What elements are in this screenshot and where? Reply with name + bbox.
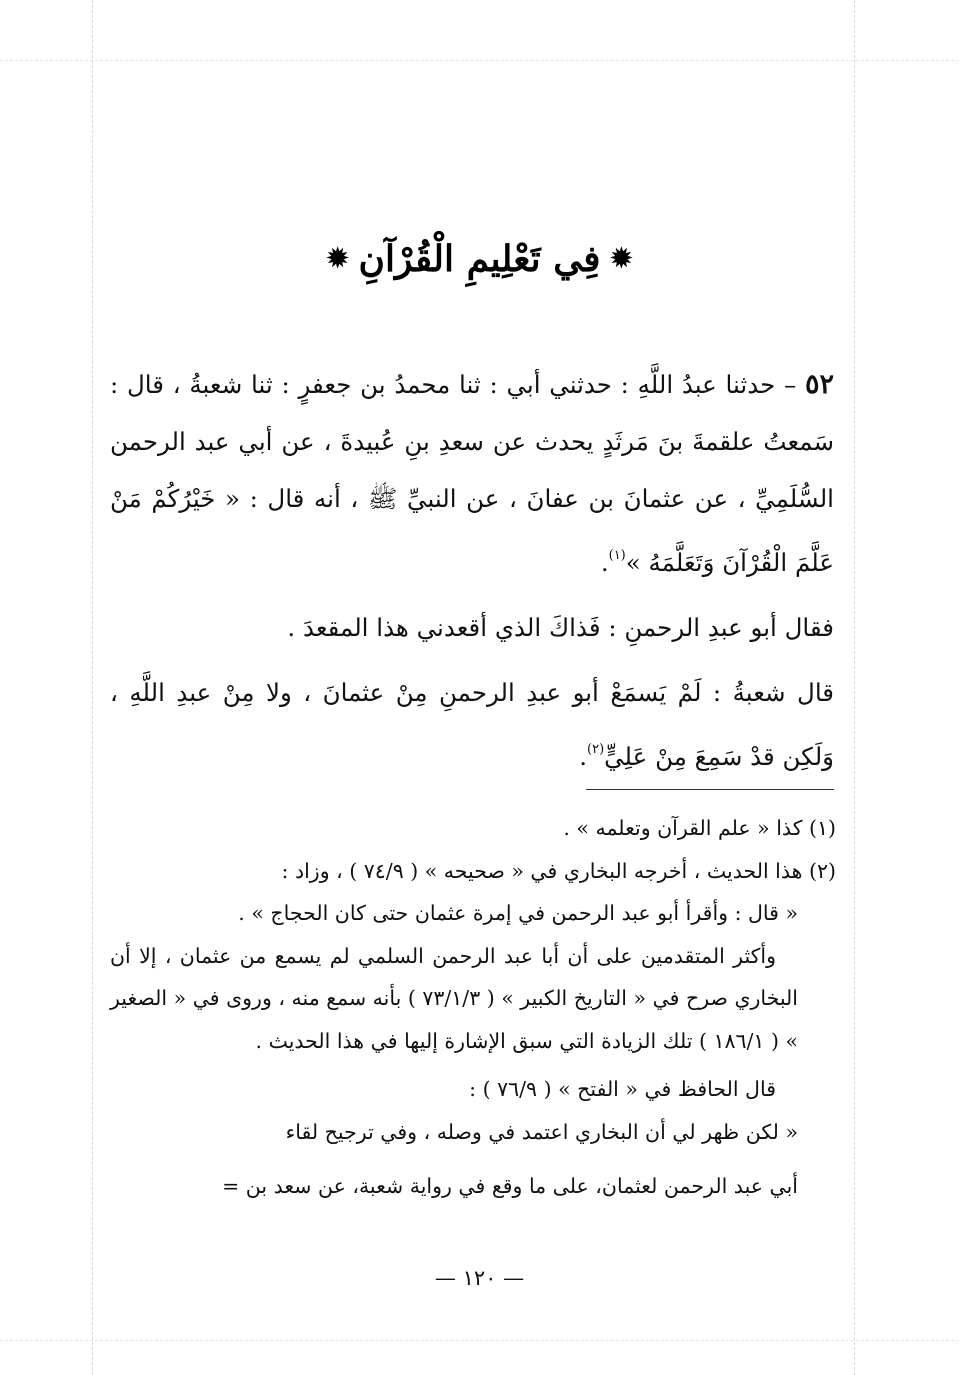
chapter-heading: [160, 238, 799, 280]
footnote-marker: (٢): [808, 858, 836, 883]
paragraph: فقال أبو عبدِ الرحمنِ : فَذاكَ الذي أقعدني هذا المقعدَ .: [287, 613, 834, 642]
text-line: – حدثنا عبدُ اللَّهِ : حدثني أبي : ثنا محمدُ بن جعفرٍ : ثنا: [251, 370, 797, 399]
footnote-text: إلا أن البخاري صرح في « التاريخ الكبير » ( ٧٣/١/٣ ) بأنه سمع منه ،: [110, 943, 798, 1010]
footnote-line: [110, 935, 836, 1063]
footnote-line: « قال : وأقرأ أبو عبد الرحمن في إمرة عثمان حتى كان الحجاج » .: [238, 901, 798, 925]
footnote-text: وأكثر المتقدمين على أن أبا عبد الرحمن السلمي لم يسمع من عثمان ،: [164, 943, 776, 968]
footnote-text: كذا « علم القرآن وتعلمه » .: [563, 816, 803, 840]
hadith-number: ٥٢: [805, 369, 835, 400]
margin-guide: [92, 0, 93, 1375]
margin-guide: [0, 1340, 959, 1341]
footnote-line: أبي عبد الرحمن لعثمان، على ما وقع في رواية شعبة، عن سعد بن =: [222, 1174, 798, 1198]
text-line: قال شعبةُ : لَمْ يَسمَعْ أبو عبدِ الرحمنِ مِنْ عثمانَ ، ولا مِنْ عبدِ اللَّهِ ،: [110, 678, 834, 707]
hadith-text: [110, 356, 834, 785]
margin-guide: [854, 0, 855, 1375]
footnotes: [110, 807, 836, 1208]
page-number: — ١٢٠ —: [434, 1266, 525, 1290]
footnote: [110, 807, 836, 850]
footnote-text: هذا الحديث ، أخرجه البخاري في « صحيحه » ( ٧٤/٩ ) ، وزاد :: [281, 858, 803, 883]
text-line: أبي عبد الرحمن السُّلَمِيِّ ، عن عثمانَ بن عفانَ ، عن النبيِّ ﷺ ، أنه: [110, 427, 834, 513]
star-ornament-icon: ✹: [326, 244, 349, 274]
footnote-line: « لكن ظهر لي أن البخاري اعتمد في وصله ، وفي ترجيح لقاء: [285, 1119, 798, 1144]
margin-guide: [0, 60, 959, 61]
footnote-line: قال الحافظ في « الفتح » ( ٧٦/٩ ) :: [469, 1077, 776, 1101]
chapter-title: فِي تَعْلِيمِ الْقُرْآنِ: [358, 238, 601, 280]
footnote-ref: (٢): [587, 742, 605, 757]
footnote-ref: (١): [608, 548, 626, 563]
text-line: شعبةُ ، قال : سَمعتُ علقمةَ بنَ مَرثَدٍ يحدث عن سعدِ بنِ عُبيدةَ ، عن: [110, 370, 834, 456]
paragraph: قال شعبةُ : لَمْ يَسمَعْ أبو عبدِ الرحمنِ مِنْ عثمانَ ، ولا مِنْ عبدِ اللَّهِ ، وَلَكِن قدْ سَمِعَ مِنْ عَلِيٍّ$^{(٢)}$.: [110, 678, 834, 771]
footnote-text: وروى في « الصغير » ( ١٨٦/١ ) تلك الزيادة التي سبق الإشارة إليها: [110, 986, 798, 1053]
footnote-text: في هذا الحديث .: [255, 1028, 398, 1053]
footnote: [110, 850, 836, 893]
footnote-marker: (١): [808, 816, 836, 840]
star-ornament-icon: ✹: [610, 244, 633, 274]
text-line: وَلَكِن قدْ سَمِعَ مِنْ عَلِيٍّ: [604, 742, 834, 771]
footnote-separator: [586, 789, 834, 790]
text-line: قال : « خَيْرُكُمْ مَنْ عَلَّمَ الْقُرْآنَ وَتَعَلَّمَهُ »: [110, 484, 834, 577]
hadith-paragraph: ٥٢ – حدثنا عبدُ اللَّهِ : حدثني أبي : ثنا محمدُ بن جعفرٍ : ثنا شعبةُ ، قال : سَمعتُ علقمةَ بنَ مَرثَدٍ يحدث عن سعدِ بنِ عُبيدةَ ، عن أبي عبد الرحمن السُّلَمِيِّ ، عن عثمانَ بن عفانَ ، عن النبيِّ ﷺ ، أنه قال : « خَيْرُكُمْ مَنْ عَلَّمَ الْقُرْآنَ وَتَعَلَّمَهُ »$^{(١)}$.: [110, 369, 835, 577]
